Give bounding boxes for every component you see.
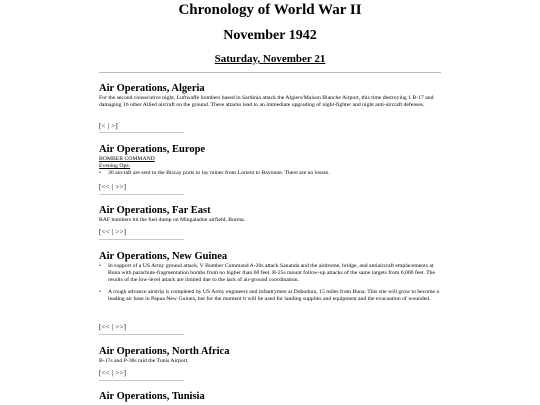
prev-link[interactable]: [<< bbox=[99, 228, 110, 236]
section-title: Air Operations, New Guinea bbox=[99, 251, 228, 262]
section-title: Air Operations, Far East bbox=[99, 205, 211, 216]
section-divider bbox=[99, 380, 184, 381]
section-air-operations-new-guinea bbox=[99, 250, 441, 303]
prev-link[interactable]: [<< bbox=[99, 323, 110, 331]
next-link[interactable]: >>] bbox=[115, 183, 127, 191]
prev-link[interactable]: [< bbox=[99, 122, 106, 130]
nav-separator: | bbox=[111, 369, 114, 377]
section-air-operations-europe bbox=[99, 143, 441, 177]
section-paragraph: RAF bombers hit the fuel dump on Mingaladon airfield, Burma. bbox=[99, 217, 246, 223]
section-air-operations-tunisia bbox=[99, 390, 441, 403]
section-air-operations-far-east bbox=[99, 204, 441, 224]
section-paragraph: B-17s and P-38s raid the Tunis Airport. bbox=[99, 358, 189, 364]
nav-separator: | bbox=[111, 323, 114, 331]
day-title: Saturday, November 21 bbox=[214, 53, 326, 65]
section-divider bbox=[99, 194, 184, 195]
next-link[interactable]: >] bbox=[111, 122, 118, 130]
section-air-operations-algeria bbox=[99, 82, 441, 109]
section-nav bbox=[99, 183, 126, 191]
bomber-command-link[interactable]: BOMBER COMMAND bbox=[99, 156, 155, 162]
list-item: • A rough advance airstrip is completed by US Army engineers and infantrymen at Dobodura, 15 miles from Buna. This site will grow to become a leading air base in Papua New Guinea, but for the moment it will be used for landing supplies and equipment and the evacuation of wounded. bbox=[99, 289, 439, 303]
section-paragraph: For the second consecutive night, Luftwaffe bombers based in Sardinia attack the Algiers/Maison Blanche Airport, this time destroying 1 B-17 and damaging 16 other Allied aircraft on the ground. These attacks lead to an immediate upgrading of night-fighter and night anti-aircraft defenses. bbox=[99, 95, 434, 109]
section-title: Air Operations, Europe bbox=[99, 144, 206, 155]
header-divider bbox=[99, 72, 441, 73]
section-nav bbox=[99, 369, 126, 377]
list-item: • In support of a US Army ground attack, V Bomber Command A-20s attack Sananda and the airdrome, bridge, and antiaircraft emplacements at Buna with parachute-fragmentation bombs from no higher than 60 feet. B-25s mount follow-up attacks of the same targets from 6,000 feet. The results of the low-level attack are limited due to the lack of air-ground coordination. bbox=[99, 263, 436, 284]
nav-separator: | bbox=[107, 122, 110, 130]
section-nav bbox=[99, 228, 126, 236]
evening-ops-subhead: Evening Ops: bbox=[99, 163, 131, 170]
section-divider bbox=[99, 334, 184, 335]
section-title: Air Operations, North Africa bbox=[99, 346, 230, 357]
month-title: November 1942 bbox=[223, 28, 317, 43]
section-nav bbox=[99, 122, 118, 130]
nav-separator: | bbox=[111, 228, 114, 236]
section-nav bbox=[99, 323, 126, 331]
prev-link[interactable]: [<< bbox=[99, 183, 110, 191]
nav-separator: | bbox=[111, 183, 114, 191]
site-title: Chronology of World War II bbox=[178, 2, 362, 18]
prev-link[interactable]: [<< bbox=[99, 369, 110, 377]
next-link[interactable]: >>] bbox=[115, 228, 127, 236]
section-air-operations-north-africa bbox=[99, 345, 441, 365]
section-title: Air Operations, Algeria bbox=[99, 83, 205, 94]
section-title: Air Operations, Tunisia bbox=[99, 391, 205, 402]
next-link[interactable]: >>] bbox=[115, 369, 127, 377]
section-divider bbox=[99, 239, 184, 240]
section-divider bbox=[99, 132, 184, 133]
next-link[interactable]: >>] bbox=[115, 323, 127, 331]
list-item: • 30 aircraft are sent to the Biscay ports to lay mines from Lorient to Bayonne. There are no losses. bbox=[99, 170, 330, 177]
